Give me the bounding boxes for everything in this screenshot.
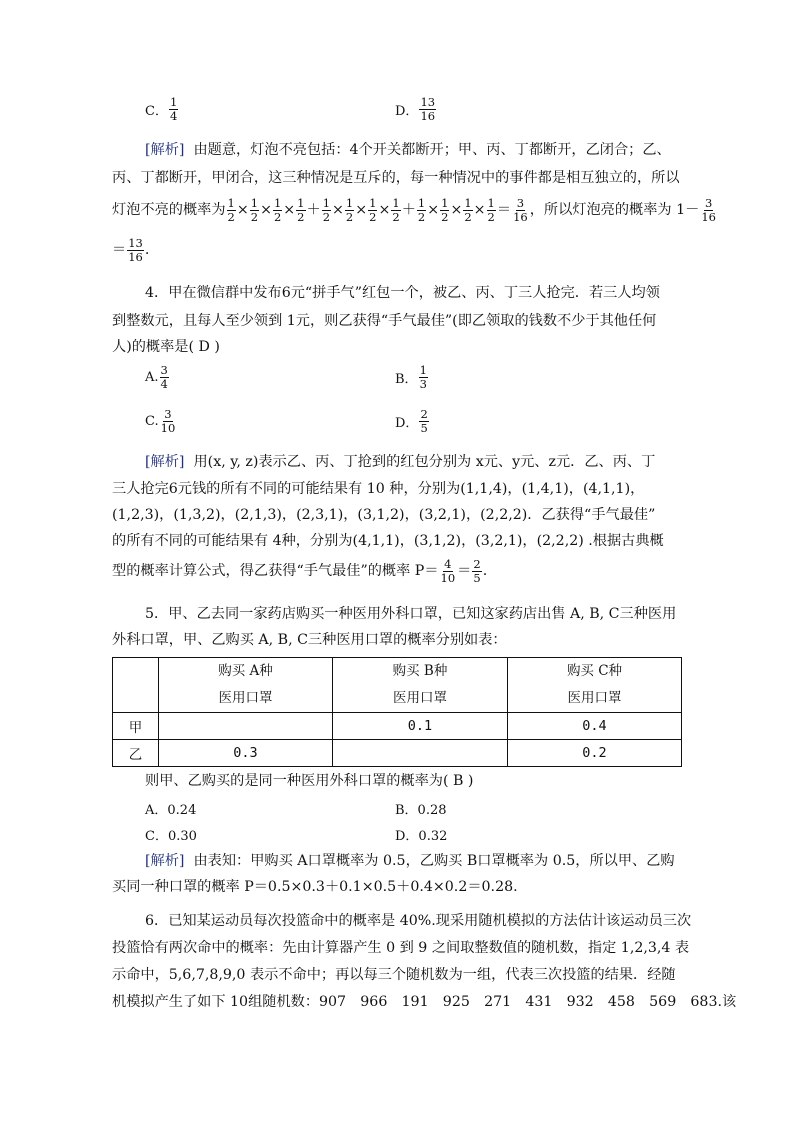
- analysis-tag: [解析]: [145, 454, 185, 470]
- q4-analysis-line3: (1,2,3)，(1,3,2)，(2,1,3)，(2,3,1)，(3,1,2)，(3,2,1)，(2,2,2)．乙获得“手气最佳”: [112, 507, 656, 523]
- analysis-tag: [解析]: [145, 142, 185, 158]
- q4-option-c: C. $\frac{3}{10}$: [145, 407, 176, 435]
- q4-stem-line2: 到整数元，且每人至少领到 1元，则乙获得“手气最佳”(即乙领取的钱数不少于其他任何: [112, 313, 657, 329]
- q3-analysis-line4: ＝ $\frac{13}{16}$ .: [112, 235, 150, 264]
- q5-option-d: D．0.32: [395, 829, 448, 844]
- q4-stem-line1: 4．甲在微信群中发布6元“拼手气”红包一个，被乙、丙、丁三人抢完．若三人均领: [145, 285, 660, 301]
- q3-analysis-line1: [解析] 由题意，灯泡不亮包括：4个开关都断开；甲、丙、丁都断开，乙闭合；乙、: [145, 142, 671, 158]
- q6-stem-line1: 6．已知某运动员每次投篮命中的概率是 40%.现采用随机模拟的方法估计该运动员三次: [145, 913, 692, 929]
- fraction-result: $\frac{3}{16}$: [701, 195, 716, 224]
- table-corner-cell: [113, 658, 159, 713]
- q5-question: 则甲、乙购买的是同一种医用外科口罩的概率为( B ): [145, 773, 474, 789]
- fraction-half: $\frac{1}{2}$: [464, 195, 472, 224]
- q6-stem-line4: 机模拟产生了如下 10组随机数：907 966 191 925 271 431 932 458 569 683.该: [112, 994, 737, 1010]
- q4-analysis-line4: 的所有不同的可能结果有 4种，分别为(4,1,1)，(3,1,2)，(3,2,1)，(2,2,2) .根据古典概: [112, 533, 664, 549]
- q4-analysis-line5: 型的概率计算公式，得乙获得“手气最佳”的概率 P＝ $\frac{4}{10}$ ＝ $\frac{2}{5}$ .: [112, 556, 488, 585]
- option-label: C．: [145, 104, 168, 119]
- fraction: $\frac{1}{4}$: [169, 95, 178, 123]
- fraction: $\frac{2}{5}$: [473, 556, 481, 585]
- table-row: [113, 740, 682, 767]
- table-cell: 0.2: [508, 740, 682, 767]
- q5-option-a: A．0.24: [145, 803, 197, 818]
- q3-option-c: [145, 96, 179, 123]
- q4-analysis-line1: [解析] 用(x, y, z)表示乙、丙、丁抢到的红包分别为 x元、y元、z元．乙、丙、丁: [145, 454, 656, 470]
- fraction-half: $\frac{1}{2}$: [227, 195, 235, 224]
- table-cell: 0.4: [508, 713, 682, 740]
- fraction-half: $\frac{1}{2}$: [392, 195, 400, 224]
- fraction-half: $\frac{1}{2}$: [250, 195, 259, 224]
- fraction: $\frac{4}{10}$: [440, 556, 456, 585]
- q5-analysis-line2: 买同一种口罩的概率 P＝0.5×0.3＋0.1×0.5＋0.4×0.2＝0.28.: [112, 879, 518, 895]
- q4-option-d: D． $\frac{2}{5}$: [395, 407, 428, 435]
- fraction-half: $\frac{1}{2}$: [441, 195, 449, 224]
- fraction-half: $\frac{1}{2}$: [273, 195, 282, 224]
- fraction-half: $\frac{1}{2}$: [487, 195, 495, 224]
- probability-table: [112, 657, 682, 767]
- fraction-result: $\frac{3}{16}$: [513, 195, 528, 224]
- fraction: $\frac{3}{4}$: [160, 363, 168, 391]
- fraction: $\frac{1}{3}$: [419, 363, 427, 391]
- q3-option-d: [395, 96, 437, 123]
- table-cell: [333, 740, 508, 767]
- q4-analysis-line2: 三人抢完6元钱的所有不同的可能结果有 10 种，分别为(1,1,4)，(1,4,1)，(4,1,1)，: [112, 481, 645, 497]
- table-header-cell: 购买 A种 医用口罩: [159, 658, 333, 713]
- table-header-cell: 购买 B种 医用口罩: [333, 658, 508, 713]
- q3-analysis-line2: 丙、丁都断开，甲闭合，这三种情况是互斥的，每一种情况中的事件都是相互独立的，所以: [112, 170, 680, 186]
- table-header-row: [113, 658, 682, 713]
- q6-stem-line2: 投篮恰有两次命中的概率：先由计算器产生 0 到 9 之间取整数值的随机数，指定 1,2,3,4 表: [112, 940, 690, 956]
- table-cell: 0.3: [159, 740, 333, 767]
- row-label: 乙: [113, 740, 159, 767]
- q3-analysis-line3: 灯泡不亮的概率为 $\frac{1}{2}$ × $\frac{1}{2}$ × $\frac{1}{2}$ × $\frac{1}{2}$ ＋ $\frac{1}{2}$ × $\frac{1}{2}$ × $\frac{1}{2}$ × $\frac{1}{2}$ ＋ $\frac{1}{2}$ × $\frac{1}{2}$ × $\frac{1}{2}$ × $\frac{1}{2}$ ＝ $\frac{3}{16}$ ，所以灯泡亮的概率为 1－ $\frac{3}{16}$: [112, 195, 716, 224]
- q4-option-a: A. $\frac{3}{4}$: [145, 363, 168, 391]
- fraction-half: $\frac{1}{2}$: [345, 195, 354, 224]
- option-label: D．: [395, 104, 419, 119]
- q5-stem-line2: 外科口罩，甲、乙购买 A, B, C三种医用口罩的概率分别如表：: [112, 632, 507, 648]
- table-cell: [159, 713, 333, 740]
- q5-option-c: C．0.30: [145, 829, 197, 844]
- q5-option-b: B．0.28: [395, 803, 447, 818]
- analysis-tag: [解析]: [145, 853, 185, 869]
- q4-stem-line3: 人)的概率是( D ): [112, 339, 220, 355]
- fraction-half: $\frac{1}{2}$: [369, 195, 377, 224]
- q6-stem-line3: 示命中，5,6,7,8,9,0 表示不命中；再以每三个随机数为一组，代表三次投篮的结果．经随: [112, 967, 676, 983]
- fraction: $\frac{2}{5}$: [420, 407, 428, 435]
- table-row: [113, 713, 682, 740]
- q5-analysis-line1: [解析] 由表知：甲购买 A口罩概率为 0.5，乙购买 B口罩概率为 0.5，所以甲、乙购: [145, 853, 675, 869]
- fraction-half: $\frac{1}{2}$: [417, 195, 426, 224]
- q4-option-b: B． $\frac{1}{3}$: [395, 363, 427, 391]
- fraction-half: $\frac{1}{2}$: [297, 195, 305, 224]
- fraction-half: $\frac{1}{2}$: [322, 195, 331, 224]
- table-header-cell: 购买 C种 医用口罩: [508, 658, 682, 713]
- fraction: $\frac{3}{10}$: [160, 407, 176, 435]
- fraction-final: $\frac{13}{16}$: [128, 235, 143, 264]
- table-cell: 0.1: [333, 713, 508, 740]
- q5-stem-line1: 5．甲、乙去同一家药店购买一种医用外科口罩，已知这家药店出售 A, B, C三种医用: [145, 606, 677, 622]
- row-label: 甲: [113, 713, 159, 740]
- fraction: $\frac{13}{16}$: [420, 95, 436, 123]
